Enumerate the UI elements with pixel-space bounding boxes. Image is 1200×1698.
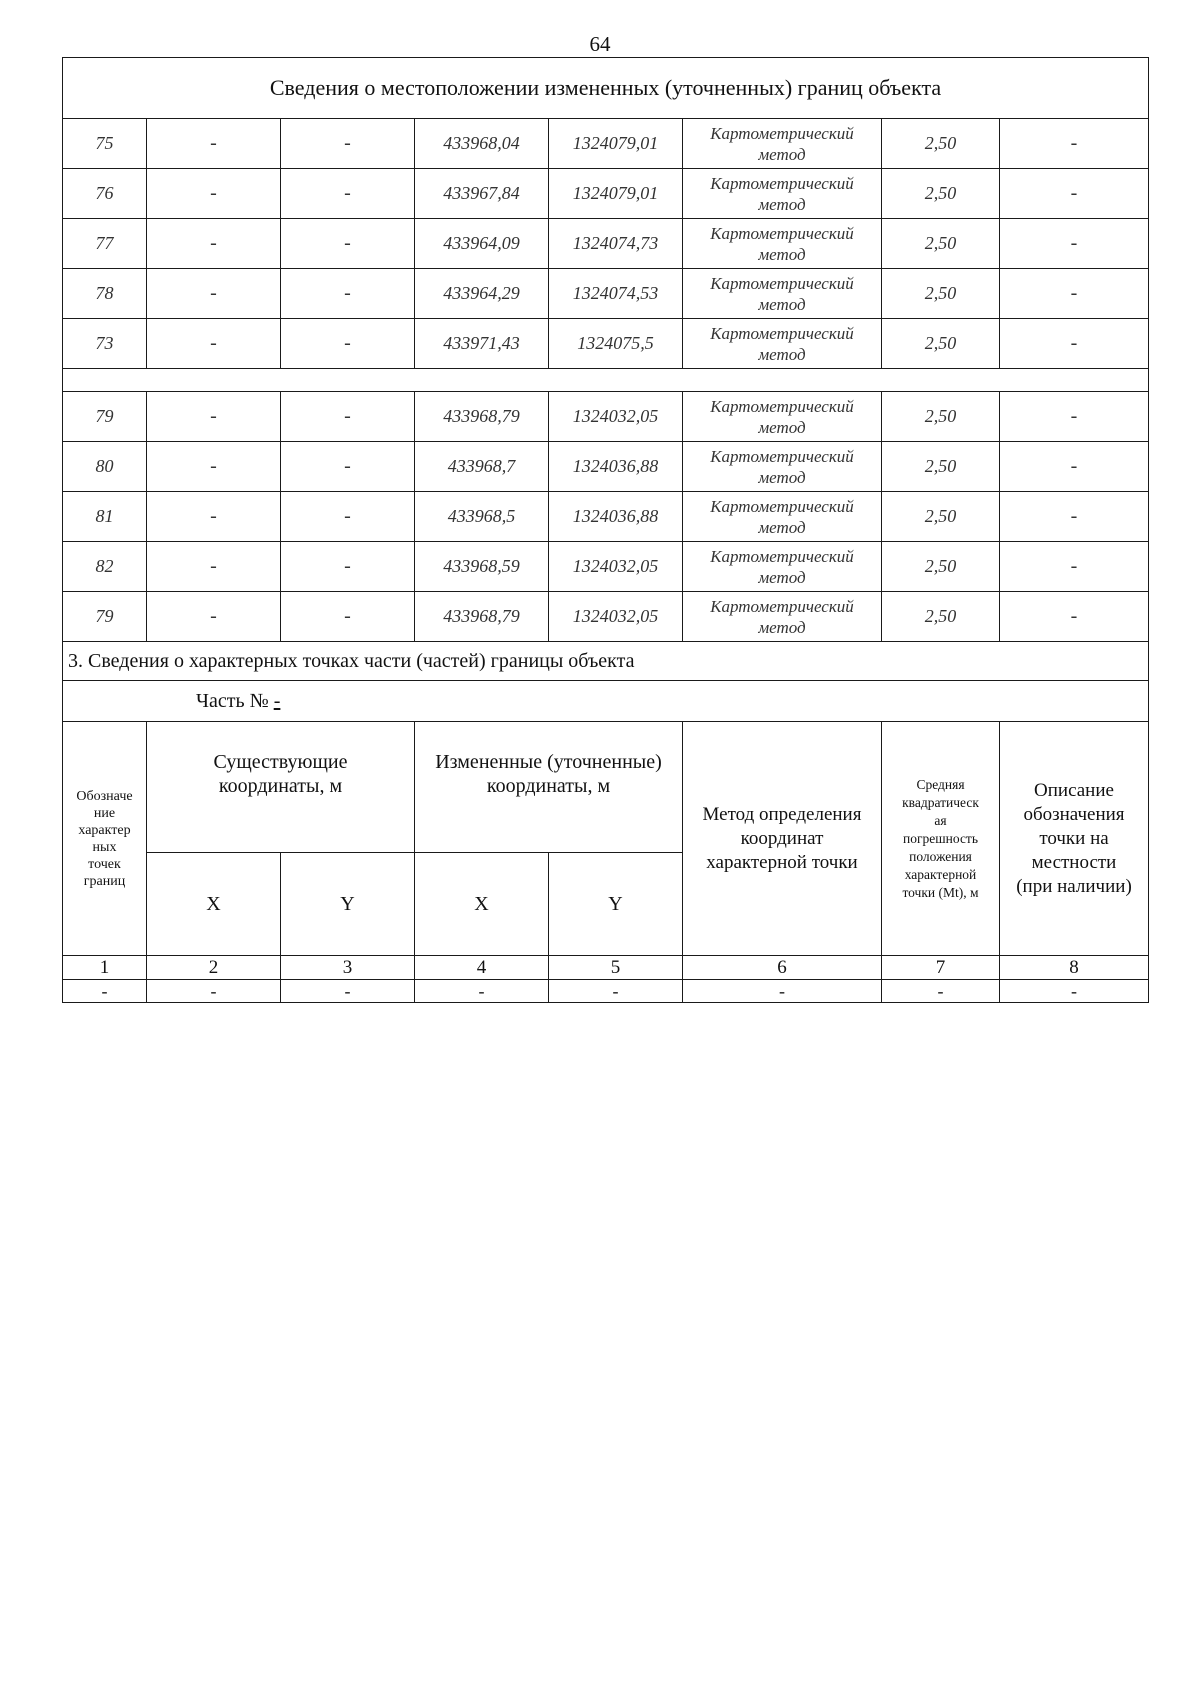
existing-x-cell: - bbox=[147, 169, 281, 219]
description-cell: - bbox=[1000, 269, 1149, 319]
changed-x-cell: 433968,5 bbox=[415, 492, 549, 542]
existing-y-cell: - bbox=[281, 269, 415, 319]
existing-y-cell: - bbox=[281, 392, 415, 442]
description-cell: - bbox=[1000, 319, 1149, 369]
existing-x-cell: - bbox=[147, 219, 281, 269]
method-line-2: метод bbox=[758, 294, 806, 314]
page-number: 64 bbox=[589, 32, 611, 56]
changed-x-cell: 433964,29 bbox=[415, 269, 549, 319]
section3-title: 3. Сведения о характерных точках части (частей) границы объекта bbox=[63, 642, 1149, 681]
existing-y-cell: - bbox=[281, 319, 415, 369]
point-id-cell: 82 bbox=[63, 542, 147, 592]
header-changed-coords: Измененные (уточненные) координаты, м bbox=[415, 722, 683, 853]
column-number: 7 bbox=[882, 956, 1000, 980]
changed-y-cell: 1324074,53 bbox=[549, 269, 683, 319]
boundary-points-table bbox=[62, 57, 1149, 1003]
existing-x-cell: - bbox=[147, 392, 281, 442]
method-line-2: метод bbox=[758, 144, 806, 164]
method-cell bbox=[683, 492, 882, 542]
header-changed-y: Y bbox=[549, 853, 683, 956]
header-description: Описание обозначения точки на местности (при наличии) bbox=[1000, 722, 1149, 956]
existing-y-cell: - bbox=[281, 592, 415, 642]
description-cell: - bbox=[1000, 442, 1149, 492]
part-value: - bbox=[273, 689, 281, 712]
column-number: 1 bbox=[63, 956, 147, 980]
changed-x-cell: 433968,59 bbox=[415, 542, 549, 592]
mt-cell: 2,50 bbox=[882, 592, 1000, 642]
empty-cell: - bbox=[549, 980, 683, 1003]
mt-cell: 2,50 bbox=[882, 442, 1000, 492]
header-point-designation: Обозначе ние характер ных точек границ bbox=[63, 722, 147, 956]
existing-x-cell: - bbox=[147, 542, 281, 592]
description-cell: - bbox=[1000, 169, 1149, 219]
changed-y-cell: 1324032,05 bbox=[549, 392, 683, 442]
changed-x-cell: 433967,84 bbox=[415, 169, 549, 219]
spacer-cell bbox=[63, 369, 1149, 392]
method-line-2: метод bbox=[758, 344, 806, 364]
empty-cell: - bbox=[415, 980, 549, 1003]
existing-x-cell: - bbox=[147, 592, 281, 642]
existing-y-cell: - bbox=[281, 169, 415, 219]
part-label: Часть № bbox=[196, 689, 269, 712]
method-line-1: Картометрический bbox=[710, 446, 854, 466]
changed-y-cell: 1324036,88 bbox=[549, 442, 683, 492]
point-id-cell: 79 bbox=[63, 592, 147, 642]
changed-y-cell: 1324032,05 bbox=[549, 592, 683, 642]
existing-x-cell: - bbox=[147, 319, 281, 369]
part-number-cell bbox=[63, 681, 1149, 722]
changed-x-cell: 433968,7 bbox=[415, 442, 549, 492]
empty-data-row bbox=[63, 980, 1149, 1003]
column-number: 2 bbox=[147, 956, 281, 980]
point-id-cell: 76 bbox=[63, 169, 147, 219]
changed-x-cell: 433968,04 bbox=[415, 119, 549, 169]
changed-x-cell: 433968,79 bbox=[415, 392, 549, 442]
method-cell bbox=[683, 119, 882, 169]
table-row bbox=[63, 119, 1149, 169]
method-cell bbox=[683, 392, 882, 442]
header-existing-y: Y bbox=[281, 853, 415, 956]
mt-cell: 2,50 bbox=[882, 319, 1000, 369]
table-row bbox=[63, 542, 1149, 592]
method-line-1: Картометрический bbox=[710, 123, 854, 143]
column-numbers-row bbox=[63, 956, 1149, 980]
table-row bbox=[63, 319, 1149, 369]
column-number: 3 bbox=[281, 956, 415, 980]
description-cell: - bbox=[1000, 592, 1149, 642]
header-mt: Средняя квадратическ ая погрешность положения характерной точки (Mt), м bbox=[882, 722, 1000, 956]
header-existing-x: X bbox=[147, 853, 281, 956]
point-id-cell: 73 bbox=[63, 319, 147, 369]
header-method: Метод определения координат характерной точки bbox=[683, 722, 882, 956]
method-line-1: Картометрический bbox=[710, 173, 854, 193]
column-number: 4 bbox=[415, 956, 549, 980]
point-id-cell: 77 bbox=[63, 219, 147, 269]
empty-cell: - bbox=[1000, 980, 1149, 1003]
spacer-row bbox=[63, 369, 1149, 392]
existing-y-cell: - bbox=[281, 219, 415, 269]
point-id-cell: 79 bbox=[63, 392, 147, 442]
point-id-cell: 80 bbox=[63, 442, 147, 492]
table-row bbox=[63, 392, 1149, 442]
existing-y-cell: - bbox=[281, 542, 415, 592]
description-cell: - bbox=[1000, 542, 1149, 592]
existing-y-cell: - bbox=[281, 442, 415, 492]
header-changed-x: X bbox=[415, 853, 549, 956]
column-number: 5 bbox=[549, 956, 683, 980]
method-line-2: метод bbox=[758, 567, 806, 587]
table-row bbox=[63, 169, 1149, 219]
table-row bbox=[63, 442, 1149, 492]
method-cell bbox=[683, 592, 882, 642]
existing-x-cell: - bbox=[147, 492, 281, 542]
empty-cell: - bbox=[63, 980, 147, 1003]
mt-cell: 2,50 bbox=[882, 119, 1000, 169]
method-line-1: Картометрический bbox=[710, 546, 854, 566]
mt-cell: 2,50 bbox=[882, 542, 1000, 592]
method-line-2: метод bbox=[758, 617, 806, 637]
point-id-cell: 81 bbox=[63, 492, 147, 542]
existing-x-cell: - bbox=[147, 442, 281, 492]
empty-cell: - bbox=[281, 980, 415, 1003]
method-line-1: Картометрический bbox=[710, 396, 854, 416]
column-number: 8 bbox=[1000, 956, 1149, 980]
changed-y-cell: 1324036,88 bbox=[549, 492, 683, 542]
method-line-2: метод bbox=[758, 244, 806, 264]
changed-y-cell: 1324032,05 bbox=[549, 542, 683, 592]
description-cell: - bbox=[1000, 392, 1149, 442]
rows-group-2 bbox=[63, 392, 1149, 642]
changed-y-cell: 1324079,01 bbox=[549, 169, 683, 219]
method-cell bbox=[683, 442, 882, 492]
method-line-1: Картометрический bbox=[710, 323, 854, 343]
existing-x-cell: - bbox=[147, 119, 281, 169]
method-cell bbox=[683, 269, 882, 319]
changed-y-cell: 1324079,01 bbox=[549, 119, 683, 169]
empty-cell: - bbox=[683, 980, 882, 1003]
changed-x-cell: 433971,43 bbox=[415, 319, 549, 369]
method-line-1: Картометрический bbox=[710, 223, 854, 243]
existing-y-cell: - bbox=[281, 119, 415, 169]
method-line-1: Картометрический bbox=[710, 496, 854, 516]
empty-cell: - bbox=[147, 980, 281, 1003]
method-line-1: Картометрический bbox=[710, 596, 854, 616]
description-cell: - bbox=[1000, 219, 1149, 269]
existing-x-cell: - bbox=[147, 269, 281, 319]
header-existing-coords: Существующие координаты, м bbox=[147, 722, 415, 853]
changed-x-cell: 433968,79 bbox=[415, 592, 549, 642]
column-number: 6 bbox=[683, 956, 882, 980]
method-line-2: метод bbox=[758, 467, 806, 487]
rows-group-1 bbox=[63, 119, 1149, 369]
changed-y-cell: 1324075,5 bbox=[549, 319, 683, 369]
point-id-cell: 75 bbox=[63, 119, 147, 169]
method-line-2: метод bbox=[758, 517, 806, 537]
method-cell bbox=[683, 542, 882, 592]
empty-cell: - bbox=[882, 980, 1000, 1003]
mt-cell: 2,50 bbox=[882, 219, 1000, 269]
description-cell: - bbox=[1000, 119, 1149, 169]
table-row bbox=[63, 219, 1149, 269]
method-cell bbox=[683, 219, 882, 269]
mt-cell: 2,50 bbox=[882, 392, 1000, 442]
table-row bbox=[63, 492, 1149, 542]
section-title: Сведения о местоположении измененных (уточненных) границ объекта bbox=[63, 58, 1149, 119]
description-cell: - bbox=[1000, 492, 1149, 542]
changed-y-cell: 1324074,73 bbox=[549, 219, 683, 269]
method-line-2: метод bbox=[758, 194, 806, 214]
table-row bbox=[63, 592, 1149, 642]
existing-y-cell: - bbox=[281, 492, 415, 542]
point-id-cell: 78 bbox=[63, 269, 147, 319]
mt-cell: 2,50 bbox=[882, 492, 1000, 542]
method-cell bbox=[683, 169, 882, 219]
mt-cell: 2,50 bbox=[882, 169, 1000, 219]
method-line-2: метод bbox=[758, 417, 806, 437]
table-row bbox=[63, 269, 1149, 319]
method-cell bbox=[683, 319, 882, 369]
method-line-1: Картометрический bbox=[710, 273, 854, 293]
mt-cell: 2,50 bbox=[882, 269, 1000, 319]
changed-x-cell: 433964,09 bbox=[415, 219, 549, 269]
